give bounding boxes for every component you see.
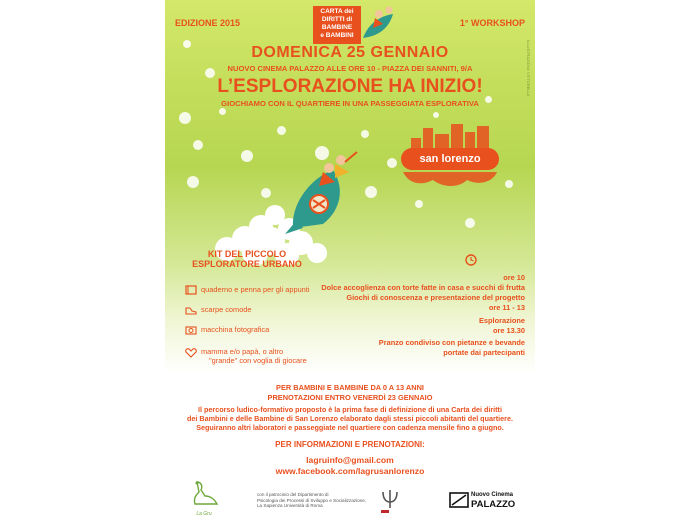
- edition-label: EDIZIONE 2015: [175, 18, 241, 28]
- description-line: Il percorso ludico-formativo proposto è la prima fase di definizione di una Carta dei diritti: [198, 405, 502, 414]
- workshop-label: 1° WORKSHOP: [459, 18, 525, 28]
- camera-icon: [185, 325, 197, 335]
- bubble: [277, 126, 286, 135]
- kit-item: quaderno e penna per gli appunti: [201, 285, 310, 294]
- logo-line: CARTA dei: [320, 8, 354, 15]
- psi-logo-icon: [379, 488, 401, 514]
- program-item: Giochi di conoscenza e presentazione del progetto: [346, 293, 525, 302]
- booking-deadline: PRENOTAZIONI ENTRO VENERDÌ 23 GENNAIO: [267, 393, 433, 402]
- illustration-credit: ILLUSTRAZIONI: VITTORELLA: [526, 40, 531, 97]
- cloud-icon: [399, 166, 501, 190]
- carta-diritti-logo: [313, 6, 361, 44]
- bubble: [261, 188, 271, 198]
- event-venue: NUOVO CINEMA PALAZZO ALLE ORE 10 - PIAZZA DEI SANNITI, 9/A: [227, 64, 473, 73]
- program-item: Dolce accoglienza con torte fatte in casa e succhi di frutta: [321, 283, 525, 292]
- program-time: ore 11 - 13: [488, 303, 525, 312]
- program-item: Esplorazione: [479, 316, 525, 325]
- bubble: [187, 176, 199, 188]
- kit-title: [187, 249, 307, 269]
- kit-item: scarpe comode: [201, 305, 252, 314]
- bubble: [193, 140, 203, 150]
- event-headline: L’ESPLORAZIONE HA INIZIO!: [217, 76, 483, 97]
- kit-title-line: ESPLORATORE URBANO: [192, 259, 302, 269]
- no-sign-icon: [449, 492, 469, 508]
- kit-item: [201, 347, 331, 365]
- cinema-name: PALAZZO: [471, 499, 516, 510]
- program-time: ore 10: [503, 273, 525, 282]
- bubble: [241, 150, 253, 162]
- bubble: [365, 186, 377, 198]
- shoe-icon: [185, 305, 197, 315]
- contact-title: PER INFORMAZIONI E PRENOTAZIONI:: [275, 440, 425, 449]
- la-gru-logo: [187, 480, 221, 517]
- bubble: [465, 218, 475, 228]
- program-time: ore 13.30: [492, 326, 525, 335]
- notebook-icon: [185, 285, 197, 295]
- description-line: Seguiranno altri laboratori e passeggiate nel quartiere con cadenza mensile fino a giugno.: [196, 423, 504, 432]
- cinema-label: Nuovo Cinema: [471, 492, 514, 498]
- kit-item-line: "grande" con voglia di giocare: [209, 356, 307, 365]
- patronage-line: Psicologia dei Processi di Sviluppo e Socializzazione,: [257, 497, 367, 503]
- clock-icon: [465, 254, 477, 266]
- program-item: Pranzo condiviso con pietanze e bevande: [378, 338, 525, 347]
- kit-item: macchina fotografica: [201, 325, 270, 334]
- patronage-text: [257, 492, 377, 509]
- bubble: [505, 180, 513, 188]
- event-subhead: GIOCHIAMO CON IL QUARTIERE IN UNA PASSEGGIATA ESPLORATIVA: [221, 99, 479, 108]
- cinema-palazzo-logo: [449, 492, 525, 510]
- logo-kids-icon: [359, 4, 399, 44]
- bubble: [361, 130, 369, 138]
- audience-line: PER BAMBINI E BAMBINE DA 0 A 13 ANNI: [276, 383, 424, 392]
- san-lorenzo-badge: [395, 118, 505, 208]
- bubble: [179, 112, 191, 124]
- event-date: DOMENICA 25 GENNAIO: [251, 44, 449, 61]
- event-poster: [165, 0, 535, 520]
- bubble: [219, 108, 226, 115]
- rocket-kids-illustration: [283, 148, 363, 238]
- logo-line: BAMBINE: [321, 24, 353, 31]
- district-label: san lorenzo: [401, 148, 499, 170]
- patronage-line: La Sapienza Università di Roma: [257, 503, 323, 509]
- crane-icon: [187, 480, 221, 506]
- heart-icon: [185, 348, 197, 358]
- contact-email-link[interactable]: lagruinfo@gmail.com: [306, 455, 394, 465]
- kit-item-line: mamma e/o papà, o altro: [201, 347, 284, 356]
- contact-facebook-link[interactable]: www.facebook.com/lagrusanlorenzo: [275, 466, 425, 476]
- program-item: portate dai partecipanti: [443, 348, 525, 357]
- logo-line: DIRITTI di: [321, 16, 353, 23]
- patronage-line: con il patrocinio del Dipartimento di: [257, 492, 329, 497]
- kit-title-line: KIT DEL PICCOLO: [207, 249, 287, 259]
- la-gru-label: La Gru: [196, 511, 212, 517]
- logo-line: e BAMBINI: [320, 32, 354, 39]
- description-line: dei Bambini e delle Bambine di San Lorenzo elaborato dagli stessi piccoli abitanti del quartiere.: [187, 414, 513, 423]
